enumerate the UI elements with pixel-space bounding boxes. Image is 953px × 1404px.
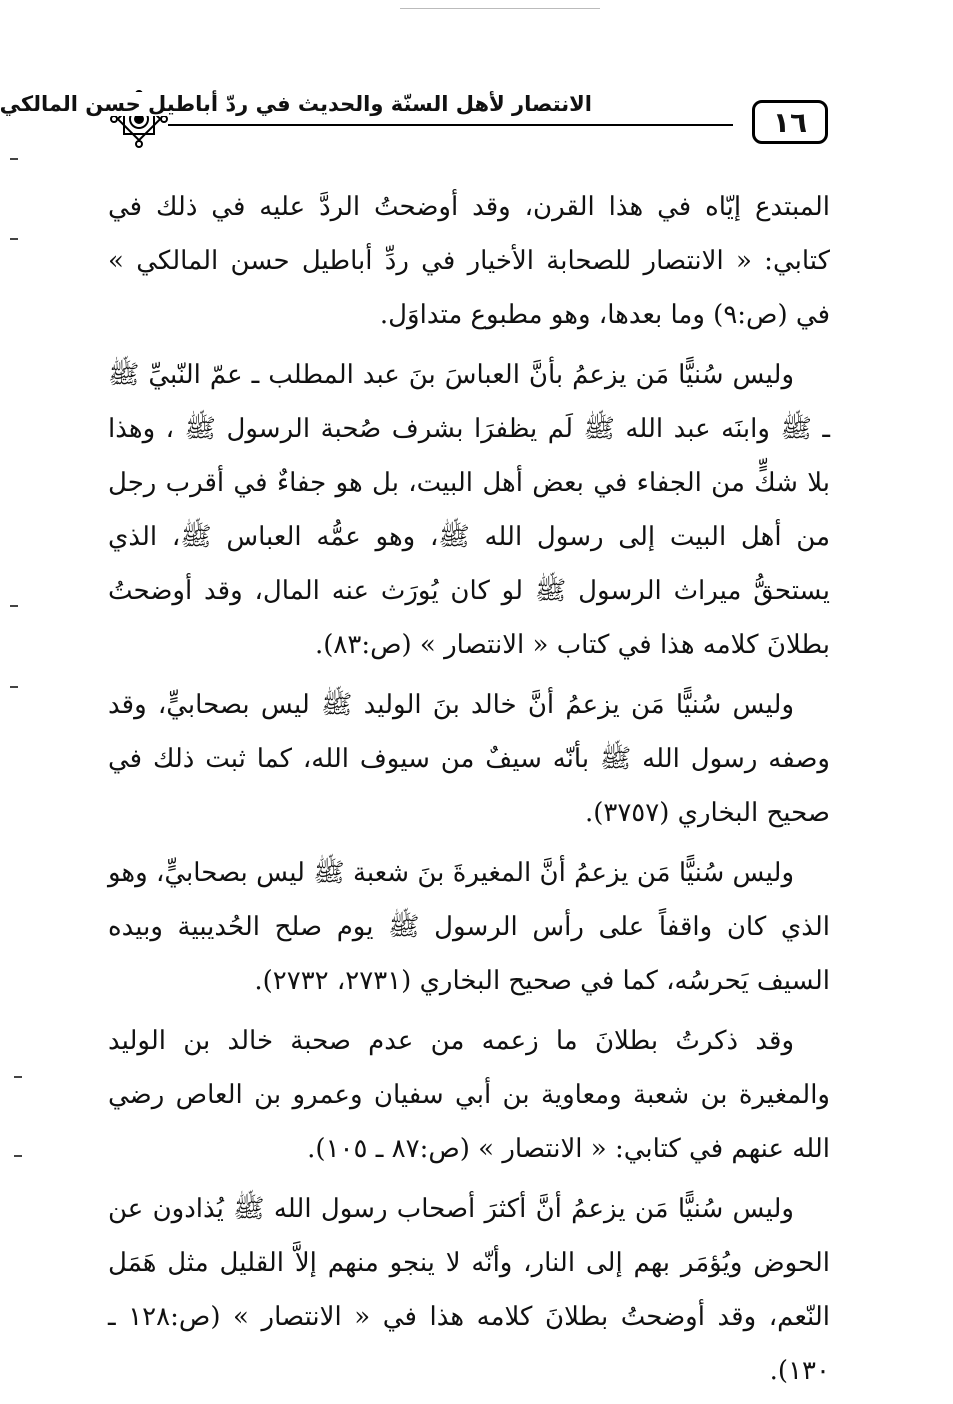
scan-margin-mark <box>14 1076 22 1078</box>
scan-margin-mark <box>10 686 18 688</box>
running-header-title: الانتصار لأهل السنّة والحديث في ردّ أباطيل حسن المالكي <box>0 92 598 116</box>
page-number: ١٦ <box>752 100 828 144</box>
paragraph: وليس سُنيًّا مَن يزعمُ بأنَّ العباسَ بنَ عبد المطلب ـ عمّ النّبيِّ ﷺ ـ ﷺ وابنَه عبد الله ﷺ لَم يظفرَا بشرف صُحبة الرسول ﷺ ، وهذا بلا شكٍّ من الجفاء في بعض أهل البيت، بل هو جفاءٌ في أقرب رجل من أهل البيت إلى رسول الله ﷺ، وهو عمُّه العباس ﷺ، الذي يستحقُّ ميراث الرسول ﷺ لو كان يُورَث عنه المال، وقد أوضحتُ بطلانَ كلامه هذا في كتاب « الانتصار » (ص:٨٣). <box>108 360 830 660</box>
scan-edge-line <box>400 8 600 9</box>
paragraph: وليس سُنيًّا مَن يزعمُ أنَّ خالد بنَ الوليد ﷺ ليس بصحابيٍّ، وقد وصفه رسول الله ﷺ بأنّه سيفٌ من سيوف الله، كما ثبت ذلك في صحيح البخاري (٣٧٥٧). <box>108 690 830 828</box>
paragraph: وليس سُنيًّا مَن يزعمُ أنَّ المغيرةَ بنَ شعبة ﷺ ليس بصحابيٍّ، وهو الذي كان واقفاً على رأس الرسول ﷺ يوم صلح الحُديبية وبيده السيف يَحرسُه، كما في صحيح البخاري (٢٧٣١، ٢٧٣٢). <box>108 858 830 996</box>
scan-margin-mark <box>10 238 18 240</box>
header-rule <box>168 124 733 126</box>
paragraph-continuation: المبتدع إيّاه في هذا القرن، وقد أوضحتُ الردَّ عليه في ذلك في كتابي: « الانتصار للصحابة الأخيار في ردِّ أباطيل حسن المالكي » في (ص:٩) وما بعدها، وهو مطبوع متداوَل. <box>108 192 830 330</box>
page-body <box>108 180 830 1404</box>
paragraph: وقد ذكرتُ بطلانَ ما زعمه من عدم صحبة خالد بن الوليد والمغيرة بن شعبة ومعاوية بن أبي سفيان وعمرو بن العاص رضي الله عنهم في كتابي: « الانتصار » (ص:٨٧ ـ ١٠٥). <box>108 1026 830 1164</box>
scan-margin-mark <box>14 1155 22 1157</box>
paragraph: وليس سُنيًّا مَن يزعمُ أنَّ أكثرَ أصحاب رسول الله ﷺ يُذادون عن الحوض ويُؤمَر بهم إلى النار، وأنّه لا ينجو منهم إلاَّ القليل مثل هَمَل النّعم، وقد أوضحتُ بطلانَ كلامه هذا في « الانتصار » (ص:١٢٨ ـ ١٣٠). <box>108 1194 830 1386</box>
page-header <box>0 88 828 148</box>
scan-margin-mark <box>10 605 18 607</box>
scan-margin-mark <box>10 158 18 160</box>
